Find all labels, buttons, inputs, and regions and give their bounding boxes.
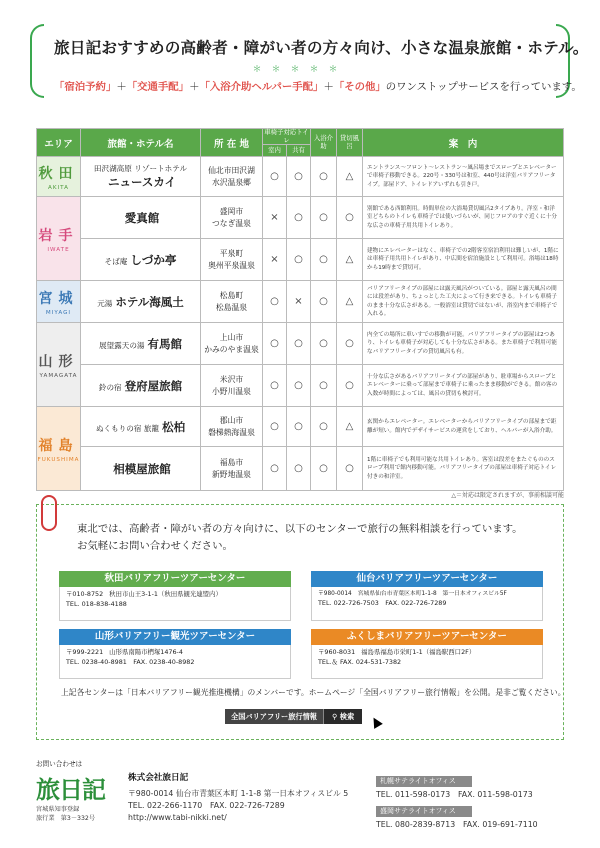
service-other: 「その他」 bbox=[333, 81, 386, 93]
consult-intro: 東北では、高齢者・障がい者の方々向けに、以下のセンターで旅行の無料相談を行っています。 お気軽にお問い合わせください。 bbox=[77, 523, 523, 552]
company-telfax: TEL. 022-266-1170 FAX. 022-726-7289 bbox=[128, 801, 285, 811]
hotel-description: 玄関からエレベーター。エレベーターからバリアフリータイプの部屋まで距離が短い。館内でデザイサービスの運営をしており、ヘルパーが入浴介助。 bbox=[363, 407, 564, 447]
left-bracket bbox=[30, 24, 44, 98]
hotel-description: バリアフリータイプの部屋には露天風呂がついている。部屋と露天風呂の間には段差があり、ちょっとした工夫によって行き来できる。トイレも車椅子のまま十分な広さがある。一般浴室は貸切ではないが、浴室内まで車椅子で入れる。 bbox=[363, 281, 564, 323]
area-fukushima: 福島 FUKUSHIMA bbox=[37, 407, 81, 491]
center-akita bbox=[59, 571, 291, 621]
consultation-box bbox=[36, 504, 564, 740]
toilet-shared-mark: ○ bbox=[287, 407, 311, 447]
hotel-name: 愛真館 bbox=[81, 197, 201, 239]
rental-mark: ○ bbox=[337, 323, 363, 365]
rental-mark: ○ bbox=[337, 197, 363, 239]
table-row bbox=[37, 407, 564, 447]
toilet-shared-mark: ○ bbox=[287, 365, 311, 407]
search-bar[interactable] bbox=[225, 709, 362, 724]
hotel-description: 1階に車椅子でも利用可能な共用トイレあり。客室は段差をまたぐもののスロープ利用で館内移動可能。バリアフリータイプの部屋は車椅子対応トイレ付きの和洋室。 bbox=[363, 447, 564, 491]
header-location: 所 在 地 bbox=[201, 129, 263, 157]
table-row bbox=[37, 447, 564, 491]
toilet-shared-mark: ○ bbox=[287, 323, 311, 365]
center-details: 〒010-8752 秋田市山王3-1-1（秋田県観光連盟内） TEL. 018-838-4188 bbox=[59, 587, 291, 621]
rental-mark: △ bbox=[337, 239, 363, 281]
service-helper: 「入浴介助ヘルパー手配」 bbox=[199, 81, 324, 93]
bath-mark: ○ bbox=[311, 365, 337, 407]
hotel-name: そば庵 しづか亭 bbox=[81, 239, 201, 281]
header-info: 案 内 bbox=[363, 129, 564, 157]
area-yamagata: 山形 YAMAGATA bbox=[37, 323, 81, 407]
table-row bbox=[37, 197, 564, 239]
center-title: ふくしまバリアフリーツアーセンター bbox=[311, 629, 543, 645]
toilet-room-mark: × bbox=[263, 239, 287, 281]
center-sendai bbox=[311, 571, 543, 621]
bath-mark: ○ bbox=[311, 407, 337, 447]
contact-caption: お問い合わせは bbox=[36, 760, 83, 768]
rental-mark: ○ bbox=[337, 447, 363, 491]
registration: 宮城県知事登録 旅行業 第3－332号 bbox=[36, 806, 96, 823]
cursor-icon bbox=[369, 715, 383, 729]
toilet-room-mark: ○ bbox=[263, 447, 287, 491]
toilet-shared-mark: × bbox=[287, 281, 311, 323]
toilet-room-mark: ○ bbox=[263, 157, 287, 197]
toilet-room-mark: × bbox=[263, 197, 287, 239]
company-url[interactable]: http://www.tabi-nikki.net/ bbox=[128, 813, 227, 823]
header-toilet-shared: 共有 bbox=[287, 145, 311, 157]
area-miyagi: 宮城 MIYAGI bbox=[37, 281, 81, 323]
header-hotel: 旅館・ホテル名 bbox=[81, 129, 201, 157]
toilet-shared-mark: ○ bbox=[287, 197, 311, 239]
hotel-description: 別館である西館利用。時間単位の大浴場貸切風呂2タイプあり。洋室・和洋室どちらのトイレも車椅子では使いづらいが、同じフロアのすぐ近くに十分な広さの車椅子用共用トイレあり。 bbox=[363, 197, 564, 239]
hotel-name: ぬくもりの宿 旅籠 松柏 bbox=[81, 407, 201, 447]
center-details: 〒999-2221 山形県南陽市椚塚1476-4 TEL. 0238-40-8981 FAX. 0238-40-8982 bbox=[59, 645, 291, 679]
service-transport: 「交通手配」 bbox=[126, 81, 190, 93]
rental-mark: △ bbox=[337, 407, 363, 447]
table-row bbox=[37, 239, 564, 281]
center-details: 〒980-0014 宮城県仙台市青葉区本町1-1-8 第一日本オフィスビル5F TEL. 022-726-7503 FAX. 022-726-7289 bbox=[311, 587, 543, 621]
toilet-room-mark: ○ bbox=[263, 281, 287, 323]
service-line: 「宿泊予約」＋「交通手配」＋「入浴介助ヘルパー手配」＋「その他」のワンストップサービスを行っています。 bbox=[54, 81, 582, 93]
center-details: 〒960-8031 福島県福島市栄町1-1（福島駅西口2F） TEL.＆ FAX. 024-531-7382 bbox=[311, 645, 543, 679]
table-row bbox=[37, 157, 564, 197]
hotel-name: 展望露天の湯 有馬館 bbox=[81, 323, 201, 365]
rental-mark: ○ bbox=[337, 365, 363, 407]
hotel-location: 米沢市 小野川温泉 bbox=[201, 365, 263, 407]
hotel-location: 福島市 新野地温泉 bbox=[201, 447, 263, 491]
company-info bbox=[128, 772, 348, 825]
hotel-name: 元湯 ホテル海風土 bbox=[81, 281, 201, 323]
bath-mark: ○ bbox=[311, 157, 337, 197]
service-reservation: 「宿泊予約」 bbox=[54, 81, 117, 93]
hotel-description: 十分な広さがあるバリアフリータイプの部屋があり、駐車場からスロープとエレベーターに乗って部屋まで車椅子に乗ったまま移動ができる。館の客の入数が時間によっては、風呂の貸切も検討可。 bbox=[363, 365, 564, 407]
bath-mark: ○ bbox=[311, 281, 337, 323]
area-iwate: 岩手 IWATE bbox=[37, 197, 81, 281]
hotel-location: 松島町 松島温泉 bbox=[201, 281, 263, 323]
company-address: 〒980-0014 仙台市青葉区本町 1-1-8 第一日本オフィスビル 5 bbox=[128, 789, 349, 799]
inn-table bbox=[36, 128, 564, 491]
center-fukushima bbox=[311, 629, 543, 679]
hotel-location: 盛岡市 つなぎ温泉 bbox=[201, 197, 263, 239]
hotel-name: 鈴の宿 登府屋旅館 bbox=[81, 365, 201, 407]
toilet-shared-mark: ○ bbox=[287, 447, 311, 491]
bath-mark: ○ bbox=[311, 447, 337, 491]
sapporo-office: 札幌サテライトオフィス TEL. 011-598-0173 FAX. 011-598-0173 bbox=[376, 777, 533, 799]
header-toilet: 車椅子対応トイレ bbox=[264, 128, 309, 144]
company-logo: 旅日記 bbox=[36, 776, 105, 804]
toilet-room-mark: ○ bbox=[263, 323, 287, 365]
company-name: 株式会社旅日記 bbox=[128, 773, 189, 783]
hotel-location: 郡山市 磐梯熱海温泉 bbox=[201, 407, 263, 447]
header-rental: 貸切風呂 bbox=[337, 129, 363, 157]
center-title: 秋田バリアフリーツアーセンター bbox=[59, 571, 291, 587]
header-area: エリア bbox=[37, 129, 81, 157]
center-title: 山形バリアフリー観光ツアーセンター bbox=[59, 629, 291, 645]
toilet-shared-mark: ○ bbox=[287, 239, 311, 281]
header-toilet-room: 室内 bbox=[263, 145, 287, 157]
area-akita: 秋田 AKITA bbox=[37, 157, 81, 197]
consult-footer: 上記各センターは「日本バリアフリー観光推進機構」のメンバーです。ホームページ「全国バリアフリー旅行情報」を公開。是非ご覧ください。 bbox=[61, 688, 566, 697]
hotel-location: 仙北市田沢湖 水沢温泉郷 bbox=[201, 157, 263, 197]
search-label: 全国バリアフリー旅行情報 bbox=[225, 709, 323, 724]
hotel-description: エントランス〜フロント〜レストラン〜風呂場までスロープとエレベーターで車椅子移動できる。220号・330号は和室、440号は洋室バリアフリータイプ。部屋ドア、トイレドアいずれも引き戸。 bbox=[363, 157, 564, 197]
page-title: 旅日記おすすめの高齢者・障がい者の方々向け、小さな温泉旅館・ホテル。 bbox=[54, 38, 589, 57]
table-note: △＝対応は限定されますが、事前相談可能 bbox=[451, 492, 564, 499]
hotel-description: 建物にエレベーターはなく、車椅子での2階客室宿泊利用は難しいが、1階には車椅子用共用トイレがあり、中広間を宿泊施設として利用可。浴場は18時から19時まで貸切可。 bbox=[363, 239, 564, 281]
paperclip-icon bbox=[41, 495, 57, 531]
toilet-room-mark: ○ bbox=[263, 407, 287, 447]
center-yamagata bbox=[59, 629, 291, 679]
rental-mark: △ bbox=[337, 157, 363, 197]
star-divider: ＊＊＊＊＊ bbox=[252, 65, 348, 75]
header-bath: 入浴介助 bbox=[311, 129, 337, 157]
rental-mark: △ bbox=[337, 281, 363, 323]
morioka-office: 盛岡サテライトオフィス TEL. 080-2839-8713 FAX. 019-691-7110 bbox=[376, 807, 538, 829]
center-title: 仙台バリアフリーツアーセンター bbox=[311, 571, 543, 587]
hotel-description: 内全ての場所に車いすでの移動が可能。バリアフリータイプの部屋は2つあり、トイレも車椅子が対応しても十分な広さがある。また車椅子で利用可能なバリアフリータイプの貸切風呂も有。 bbox=[363, 323, 564, 365]
toilet-shared-mark: ○ bbox=[287, 157, 311, 197]
table-row bbox=[37, 281, 564, 323]
hotel-location: 上山市 かみのやま温泉 bbox=[201, 323, 263, 365]
hotel-location: 平泉町 奥州平泉温泉 bbox=[201, 239, 263, 281]
header bbox=[30, 22, 589, 98]
table-row bbox=[37, 323, 564, 365]
search-button[interactable]: ⚲ 検索 bbox=[323, 709, 362, 724]
hotel-name: 相模屋旅館 bbox=[81, 447, 201, 491]
table-row bbox=[37, 365, 564, 407]
bath-mark: ○ bbox=[311, 197, 337, 239]
toilet-room-mark: ○ bbox=[263, 365, 287, 407]
hotel-name: 田沢湖高原 リゾートホテル ニュースカイ bbox=[81, 157, 201, 197]
bath-mark: ○ bbox=[311, 239, 337, 281]
bath-mark: ○ bbox=[311, 323, 337, 365]
